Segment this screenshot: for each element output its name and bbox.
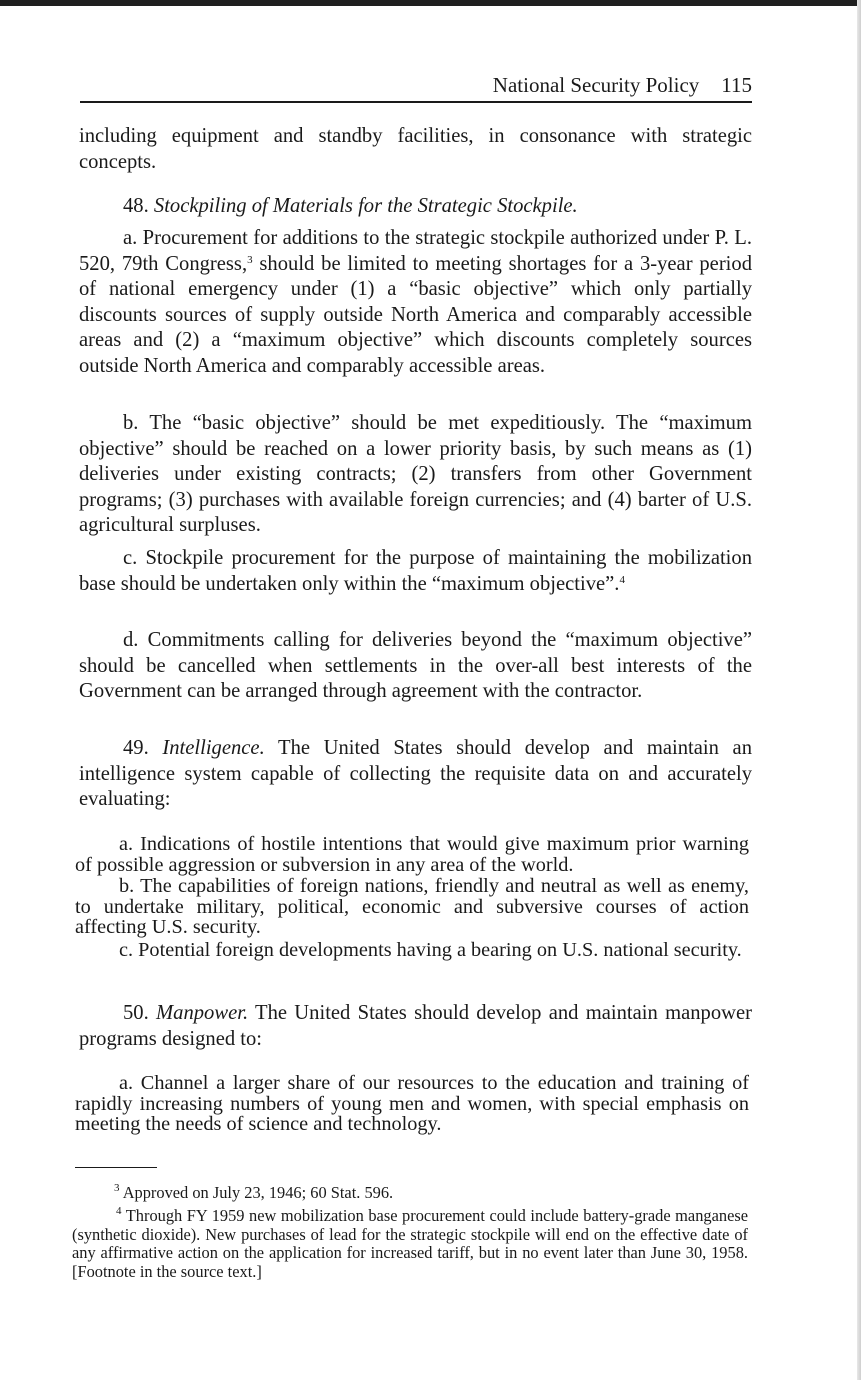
footnote-4-marker: 4 bbox=[116, 1205, 122, 1217]
paragraph-48c-text: c. Stockpile procurement for the purpose of maintaining the mobilization base should be undertaken only within the “maximum objective”. bbox=[79, 547, 752, 595]
footnote-rule bbox=[75, 1167, 157, 1168]
paragraph-48a-text: a. Procurement for additions to the strategic stockpile authorized under P. L. 520, 79th Congress, bbox=[79, 227, 752, 275]
paragraph-48b: b. The “basic objective” should be met expeditiously. The “maximum objective” should be reached on a lower priority basis, by such means as (1) deliveries under existing contracts; (2) transfers from other Government programs; (3) purchases with available foreign currencies; and (4) barter of U.S. agricultural surpluses. bbox=[79, 412, 752, 537]
paragraph-50a: a. Channel a larger share of our resources to the education and training of rapidly increasing numbers of young men and women, with special emphasis on meeting the needs of science and technology. bbox=[75, 1072, 749, 1136]
footnote-3-marker: 3 bbox=[114, 1182, 120, 1194]
running-header bbox=[80, 73, 752, 101]
section-48-number: 48. bbox=[123, 195, 154, 217]
paragraph-49b: b. The capabilities of foreign nations, friendly and neutral as well as enemy, to undertake military, political, economic and subversive courses of action affecting U.S. security. bbox=[75, 875, 749, 939]
section-48-title: Stockpiling of Materials for the Strategic Stockpile. bbox=[153, 195, 578, 217]
footnote-4-text: Through FY 1959 new mobilization base procurement could include battery-grade manganese (synthetic dioxide). New purchases of lead for the strategic stockpile will end on the effective date of any affirmative action on the application for increased tariff, but in no event later than June 30, 1958. [Footnote in the source text.] bbox=[72, 1206, 748, 1281]
section-49-text: The United States should develop and maintain an intelligence system capable of collecting the requisite data on and accurately evaluating: bbox=[79, 737, 752, 811]
footnote-ref-3: 3 bbox=[247, 253, 253, 266]
header-rule bbox=[80, 101, 752, 103]
section-49-number: 49. bbox=[123, 737, 163, 759]
footnote-3-text: Approved on July 23, 1946; 60 Stat. 596. bbox=[119, 1183, 394, 1202]
footnote-ref-4: 4 bbox=[619, 573, 625, 586]
paragraph-49c: c. Potential foreign developments having a bearing on U.S. national security. bbox=[119, 939, 742, 961]
running-header-title: National Security Policy bbox=[492, 73, 700, 97]
paragraph-48d: d. Commitments calling for deliveries beyond the “maximum objective” should be cancelled when settlements in the over-all best interests of the Government can be arranged through agreement with the contractor. bbox=[79, 629, 752, 703]
top-edge-border bbox=[0, 0, 861, 6]
paragraph-48a-text-cont: should be limited to meeting shortages for a 3-year period of national emergency under (1) a “basic objective” which only partially discounts sources of supply outside North America and comparably accessible areas and (2) a “maximum objective” which discounts completely sources outside North America and comparably accessible areas. bbox=[79, 252, 752, 377]
section-49-title: Intelligence. bbox=[162, 737, 265, 759]
continued-paragraph: including equipment and standby facilities, in consonance with strategic concepts. bbox=[79, 125, 752, 173]
section-48-heading bbox=[79, 194, 752, 220]
paragraph-48c bbox=[79, 546, 752, 597]
paragraph-49a: a. Indications of hostile intentions that would give maximum prior warning of possible aggression or subversion in any area of the world. bbox=[75, 833, 749, 876]
paragraph-48a bbox=[79, 226, 752, 380]
page-edge-shadow bbox=[857, 0, 861, 1380]
section-50 bbox=[79, 1001, 752, 1052]
section-50-number: 50. bbox=[123, 1002, 157, 1024]
section-50-title: Manpower. bbox=[156, 1002, 249, 1024]
footnote-3 bbox=[114, 1184, 514, 1203]
page-number: 115 bbox=[721, 73, 752, 97]
section-49 bbox=[79, 736, 752, 813]
section-50-text: The United States should develop and maintain manpower programs designed to: bbox=[79, 1002, 752, 1050]
footnote-4 bbox=[72, 1207, 748, 1281]
